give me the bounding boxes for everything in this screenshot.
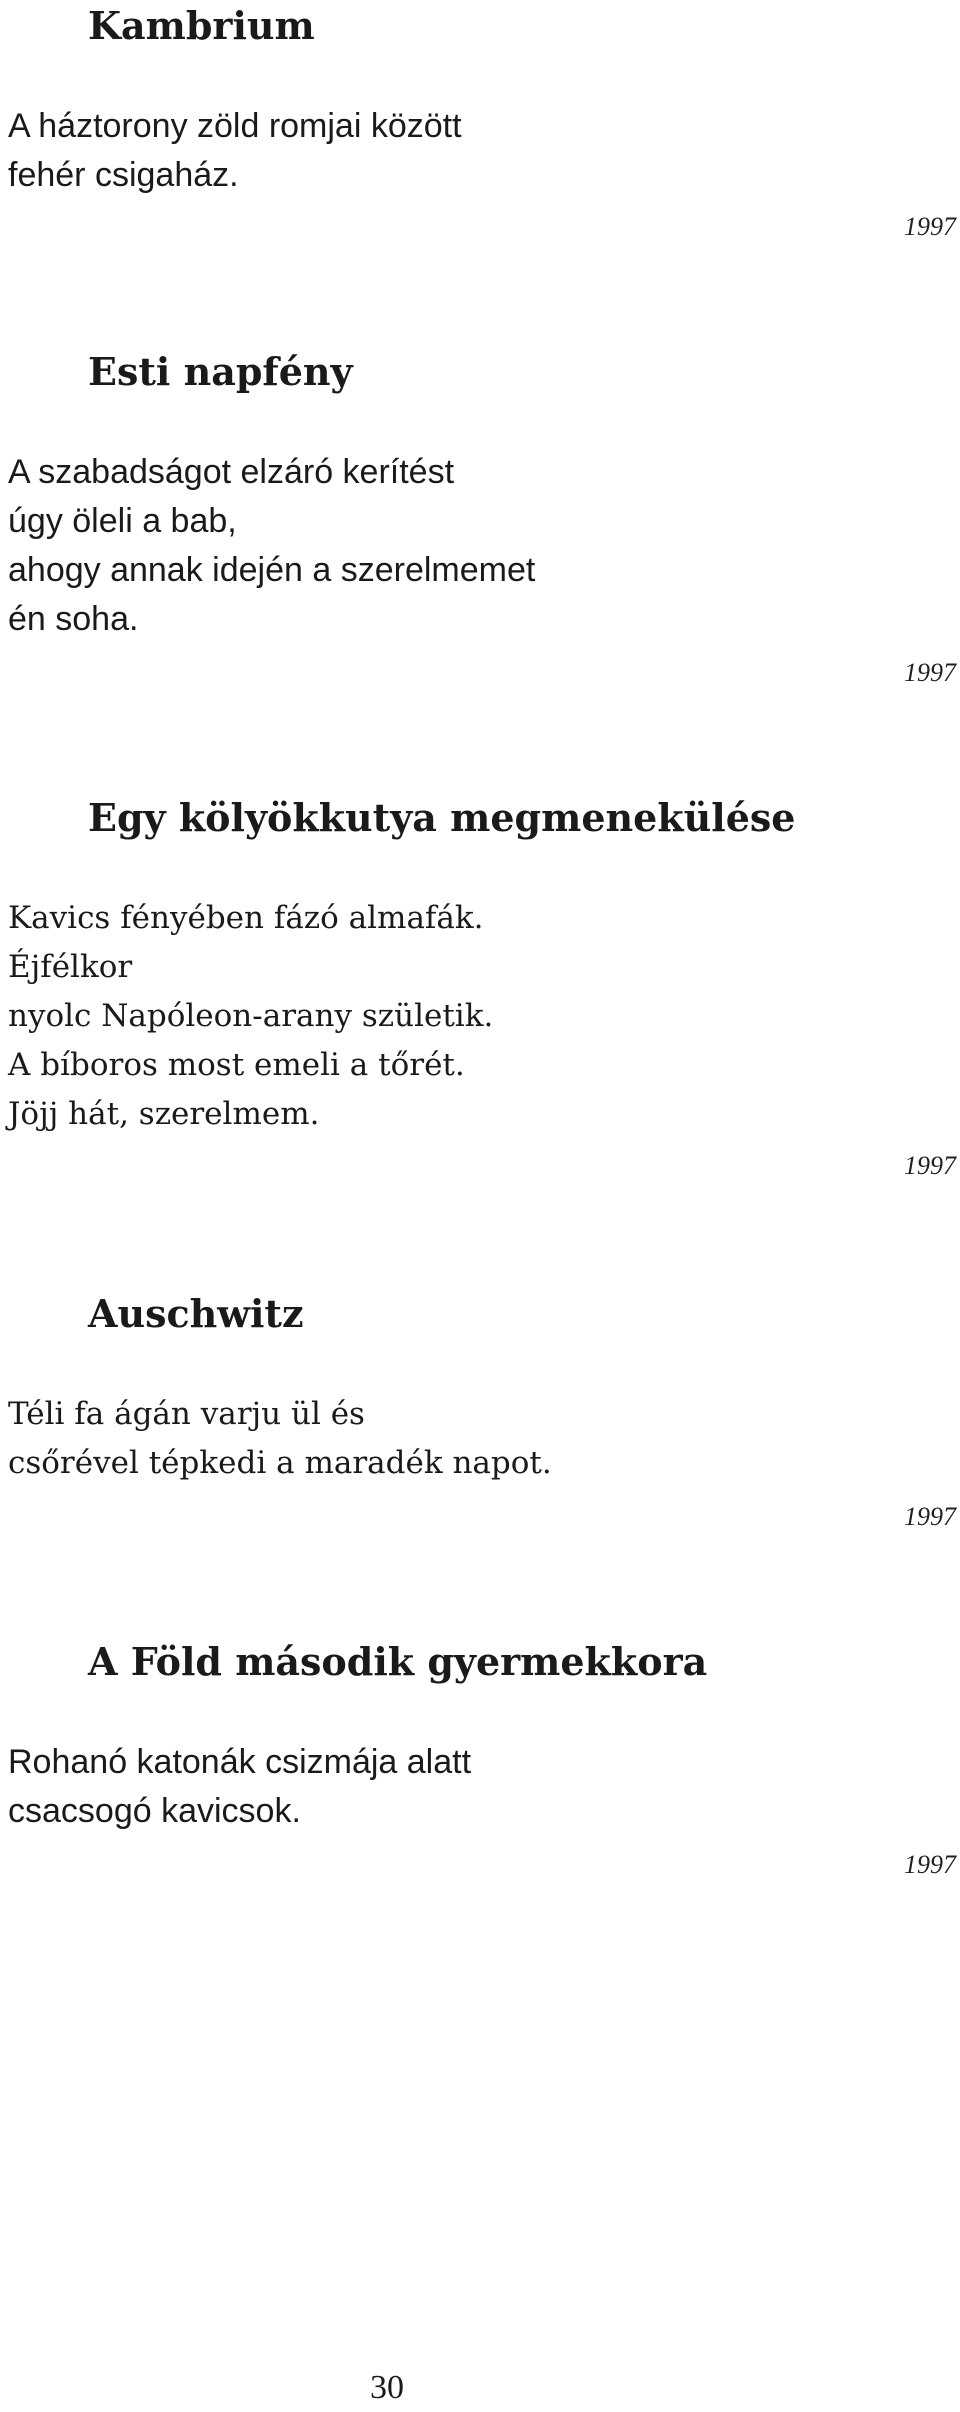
poem-line: ahogy annak idején a szerelmemet bbox=[8, 551, 536, 589]
poem-year: 1997 bbox=[904, 1151, 956, 1180]
poem-line: Rohanó katonák csizmája alatt bbox=[8, 1743, 472, 1781]
poem-line: csacsogó kavicsok. bbox=[8, 1792, 301, 1830]
poem-line: A szabadságot elzáró kerítést bbox=[8, 453, 455, 491]
poem-year: 1997 bbox=[904, 1502, 956, 1531]
poem-year: 1997 bbox=[904, 212, 956, 241]
poem-line: csőrével tépkedi a maradék napot. bbox=[8, 1445, 552, 1481]
poem-lines bbox=[8, 102, 462, 200]
poem-year: 1997 bbox=[904, 1850, 956, 1879]
poem-line: én soha. bbox=[8, 600, 139, 638]
poem-title: Kambrium bbox=[88, 3, 315, 48]
poem-title: Auschwitz bbox=[88, 1291, 304, 1336]
poem-line: fehér csigaház. bbox=[8, 156, 239, 194]
poem-line: Jöjj hát, szerelmem. bbox=[8, 1096, 320, 1132]
poem-title: Egy kölyökkutya megmenekülése bbox=[88, 795, 796, 840]
poem-lines bbox=[8, 448, 535, 644]
poem-line: úgy öleli a bab, bbox=[8, 502, 237, 540]
poem-line: Éjfélkor bbox=[8, 949, 133, 985]
poem-title: A Föld második gyermekkora bbox=[88, 1639, 708, 1684]
poem-year: 1997 bbox=[904, 658, 956, 687]
poem-line: A háztorony zöld romjai között bbox=[8, 107, 462, 145]
poem-line: Téli fa ágán varju ül és bbox=[8, 1396, 365, 1432]
poem-line: nyolc Napóleon-arany születik. bbox=[8, 998, 494, 1034]
poem-title: Esti napfény bbox=[88, 349, 353, 394]
poem-lines bbox=[8, 1390, 552, 1488]
poem-lines bbox=[8, 894, 493, 1139]
poem-line: A bíboros most emeli a tőrét. bbox=[8, 1047, 465, 1083]
poem-line: Kavics fényében fázó almafák. bbox=[8, 900, 484, 936]
poem-lines bbox=[8, 1738, 471, 1836]
page-number: 30 bbox=[370, 2369, 404, 2406]
